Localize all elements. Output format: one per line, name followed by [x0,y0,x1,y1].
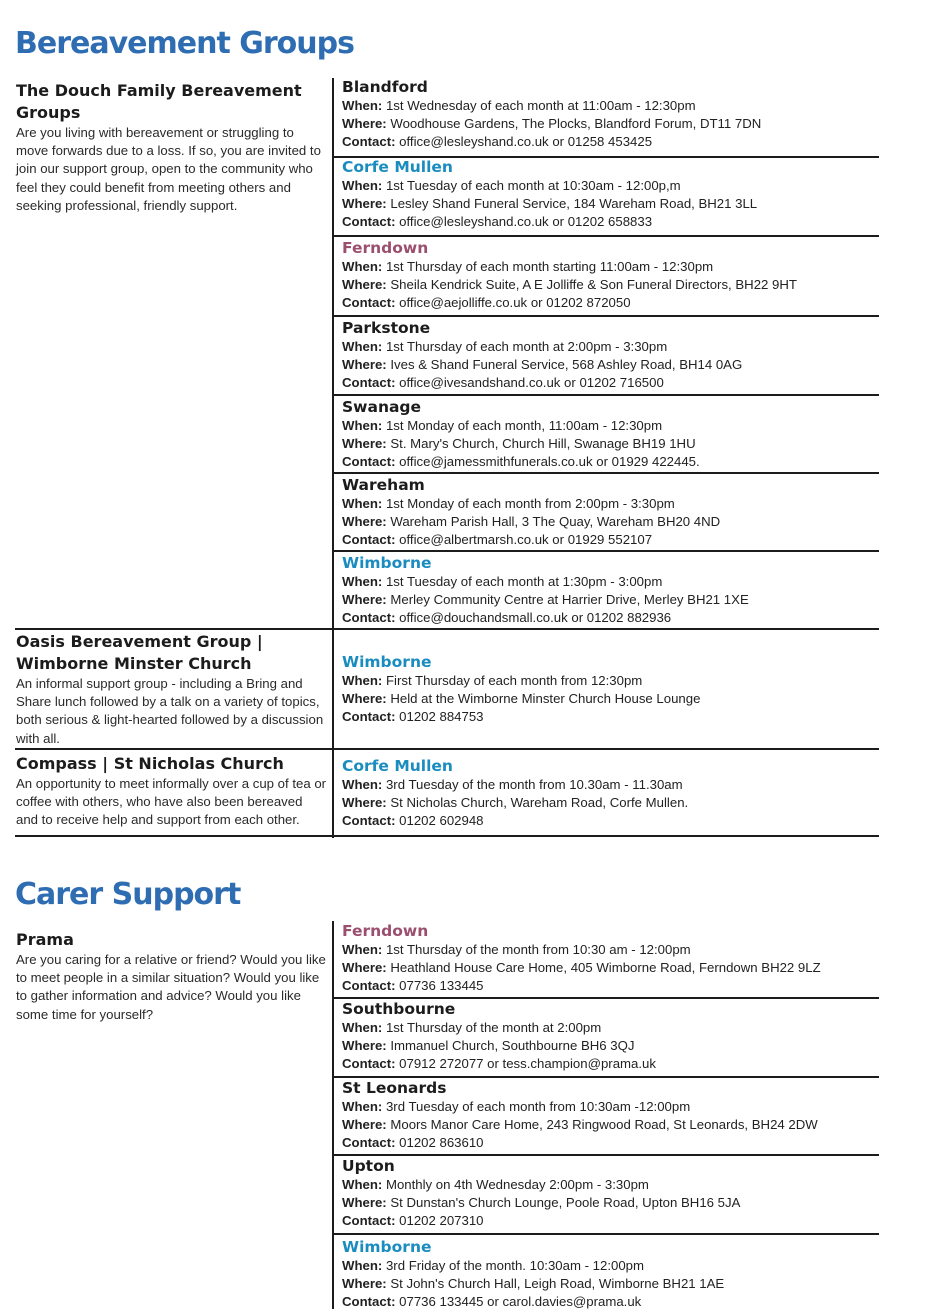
row-divider [15,835,879,837]
when-value: Monthly on 4th Wednesday 2:00pm - 3:30pm [385,1177,649,1192]
contact-label: Contact: [342,454,396,470]
contact-value: 01202 863610 [399,1135,484,1151]
location-name: Upton [342,1157,395,1175]
contact-label: Contact: [342,1213,396,1229]
contact-value: office@lesleyshand.co.uk or 01258 453425 [399,134,653,150]
contact-value: 01202 602948 [399,813,484,829]
contact-label: Contact: [342,1056,396,1072]
where-label: Where: [342,1038,387,1054]
contact-value: office@ivesandshand.co.uk or 01202 716500 [399,375,664,391]
row-divider [334,394,879,396]
group-name: Oasis Bereavement Group | Wimborne Minster Church [16,632,263,673]
location-name: Ferndown [342,922,429,940]
where-label: Where: [342,1276,387,1292]
group-description: Are you living with bereavement or struggling to move forwards due to a loss. If so, you are invited to join our support group, open to the community who feel they could benefit from meeting others and seeking professional, friendly support. [16,125,321,213]
where-label: Where: [342,960,387,976]
where-value: Moors Manor Care Home, 243 Ringwood Road, St Leonards, BH24 2DW [390,1117,818,1133]
when-value: First Thursday of each month from 12:30pm [385,673,643,688]
session-prama-ferndown [342,921,902,996]
where-value: St Dunstan's Church Lounge, Poole Road, Upton BH16 5JA [390,1195,741,1211]
contact-label: Contact: [342,610,396,626]
when-value: 1st Monday of each month, 11:00am - 12:30pm [385,418,663,433]
bereavement-title: Bereavement Groups [15,26,354,61]
session-corfe-mullen [342,157,902,232]
where-value: St John's Church Hall, Leigh Road, Wimborne BH21 1AE [390,1276,725,1292]
where-label: Where: [342,277,387,293]
where-value: Lesley Shand Funeral Service, 184 Wareham Road, BH21 3LL [390,196,758,212]
contact-value: office@douchandsmall.co.uk or 01202 882936 [399,610,672,626]
contact-label: Contact: [342,813,396,829]
contact-label: Contact: [342,1135,396,1151]
location-name: Wimborne [342,554,432,572]
where-label: Where: [342,1117,387,1133]
row-divider [334,1233,879,1235]
where-label: Where: [342,196,387,212]
group-description: Are you caring for a relative or friend? Would you like to meet people in a similar situation? Would you like to gather information and advice? Would you like some time for yourself? [16,952,326,1022]
contact-label: Contact: [342,978,396,994]
where-value: Heathland House Care Home, 405 Wimborne Road, Ferndown BH22 9LZ [390,960,821,976]
row-divider [334,315,879,317]
session-swanage [342,397,902,472]
when-value: 1st Wednesday of each month at 11:00am - 12:30pm [385,98,696,113]
when-label: When: [342,496,383,511]
when-value: 1st Thursday of each month starting 11:00am - 12:30pm [385,259,714,274]
contact-value: office@aejolliffe.co.uk or 01202 872050 [399,295,631,311]
location-name: Blandford [342,78,428,96]
where-label: Where: [342,795,387,811]
where-value: Immanuel Church, Southbourne BH6 3QJ [390,1038,635,1054]
where-value: Woodhouse Gardens, The Plocks, Blandford Forum, DT11 7DN [390,116,762,132]
group-name: The Douch Family Bereavement Groups [16,81,302,122]
when-label: When: [342,1177,383,1192]
contact-value: office@jamessmithfunerals.co.uk or 01929 422445. [399,454,700,470]
contact-value: office@lesleyshand.co.uk or 01202 658833 [399,214,653,230]
where-value: St. Mary's Church, Church Hill, Swanage BH19 1HU [390,436,696,452]
location-name: Wimborne [342,653,432,671]
location-name: Corfe Mullen [342,757,453,775]
where-value: St Nicholas Church, Wareham Road, Corfe Mullen. [390,795,689,811]
compass-group-intro [16,753,328,830]
where-value: Wareham Parish Hall, 3 The Quay, Wareham BH20 4ND [390,514,721,530]
session-blandford [342,77,902,152]
contact-label: Contact: [342,532,396,548]
contact-label: Contact: [342,134,396,150]
location-name: Parkstone [342,319,431,337]
when-label: When: [342,98,383,113]
when-value: 1st Tuesday of each month at 10:30am - 12:00p,m [385,178,681,193]
location-name: Corfe Mullen [342,158,453,176]
row-divider [334,550,879,552]
when-value: 1st Thursday of each month at 2:00pm - 3:30pm [385,339,668,354]
group-description: An informal support group - including a Bring and Share lunch followed by a talk on a variety of topics, both serious & light-hearted followed by a discussion with all. [16,676,324,746]
when-label: When: [342,574,383,589]
when-label: When: [342,1020,383,1035]
row-divider [15,748,879,750]
contact-value: 07736 133445 [399,978,484,994]
location-name: Wimborne [342,1238,432,1256]
session-wareham [342,475,902,550]
when-value: 1st Monday of each month from 2:00pm - 3:30pm [385,496,675,511]
when-value: 1st Thursday of the month from 10:30 am - 12:00pm [385,942,691,957]
when-value: 1st Tuesday of each month at 1:30pm - 3:00pm [385,574,663,589]
where-value: Held at the Wimborne Minster Church House Lounge [390,691,701,707]
contact-value: 01202 884753 [399,709,484,725]
where-label: Where: [342,592,387,608]
contact-value: 07912 272077 or tess.champion@prama.uk [399,1056,656,1072]
where-value: Sheila Kendrick Suite, A E Jolliffe & Son Funeral Directors, BH22 9HT [390,277,797,293]
where-label: Where: [342,1195,387,1211]
session-prama-southbourne [342,999,902,1074]
contact-label: Contact: [342,375,396,391]
group-name: Prama [16,930,74,949]
where-label: Where: [342,514,387,530]
location-name: Ferndown [342,239,429,257]
when-value: 1st Thursday of the month at 2:00pm [385,1020,602,1035]
group-description: An opportunity to meet informally over a cup of tea or coffee with others, who have also been bereaved and to receive help and support from each other. [16,776,327,828]
when-value: 3rd Friday of the month. 10:30am - 12:00pm [385,1258,644,1273]
when-label: When: [342,942,383,957]
where-label: Where: [342,116,387,132]
location-name: Southbourne [342,1000,456,1018]
when-label: When: [342,339,383,354]
session-wimborne [342,553,902,628]
row-divider [334,472,879,474]
row-divider [15,628,879,630]
column-divider [332,921,334,1309]
session-compass-corfe-mullen [342,756,902,831]
when-label: When: [342,259,383,274]
column-divider [332,78,334,838]
session-prama-wimborne [342,1237,902,1312]
carer-support-title: Carer Support [15,877,241,912]
when-label: When: [342,777,383,792]
location-name: Wareham [342,476,425,494]
where-value: Ives & Shand Funeral Service, 568 Ashley Road, BH14 0AG [390,357,743,373]
when-label: When: [342,418,383,433]
location-name: Swanage [342,398,422,416]
where-label: Where: [342,357,387,373]
contact-value: 07736 133445 or carol.davies@prama.uk [399,1294,642,1310]
contact-label: Contact: [342,214,396,230]
when-label: When: [342,673,383,688]
session-prama-upton [342,1156,902,1231]
session-ferndown [342,238,902,313]
row-divider [334,235,879,237]
contact-label: Contact: [342,295,396,311]
group-name: Compass | St Nicholas Church [16,754,284,773]
when-label: When: [342,1258,383,1273]
where-label: Where: [342,691,387,707]
when-value: 3rd Tuesday of each month from 10:30am -12:00pm [385,1099,691,1114]
session-oasis-wimborne [342,652,902,727]
contact-label: Contact: [342,1294,396,1310]
where-label: Where: [342,436,387,452]
when-label: When: [342,178,383,193]
douch-group-intro [16,80,328,215]
contact-value: office@albertmarsh.co.uk or 01929 552107 [399,532,653,548]
location-name: St Leonards [342,1079,447,1097]
contact-value: 01202 207310 [399,1213,484,1229]
when-value: 3rd Tuesday of the month from 10.30am - 11.30am [385,777,683,792]
oasis-group-intro [16,631,328,748]
where-value: Merley Community Centre at Harrier Drive, Merley BH21 1XE [390,592,749,608]
when-label: When: [342,1099,383,1114]
session-prama-st-leonards [342,1078,902,1153]
prama-intro [16,929,328,1024]
contact-label: Contact: [342,709,396,725]
session-parkstone [342,318,902,393]
